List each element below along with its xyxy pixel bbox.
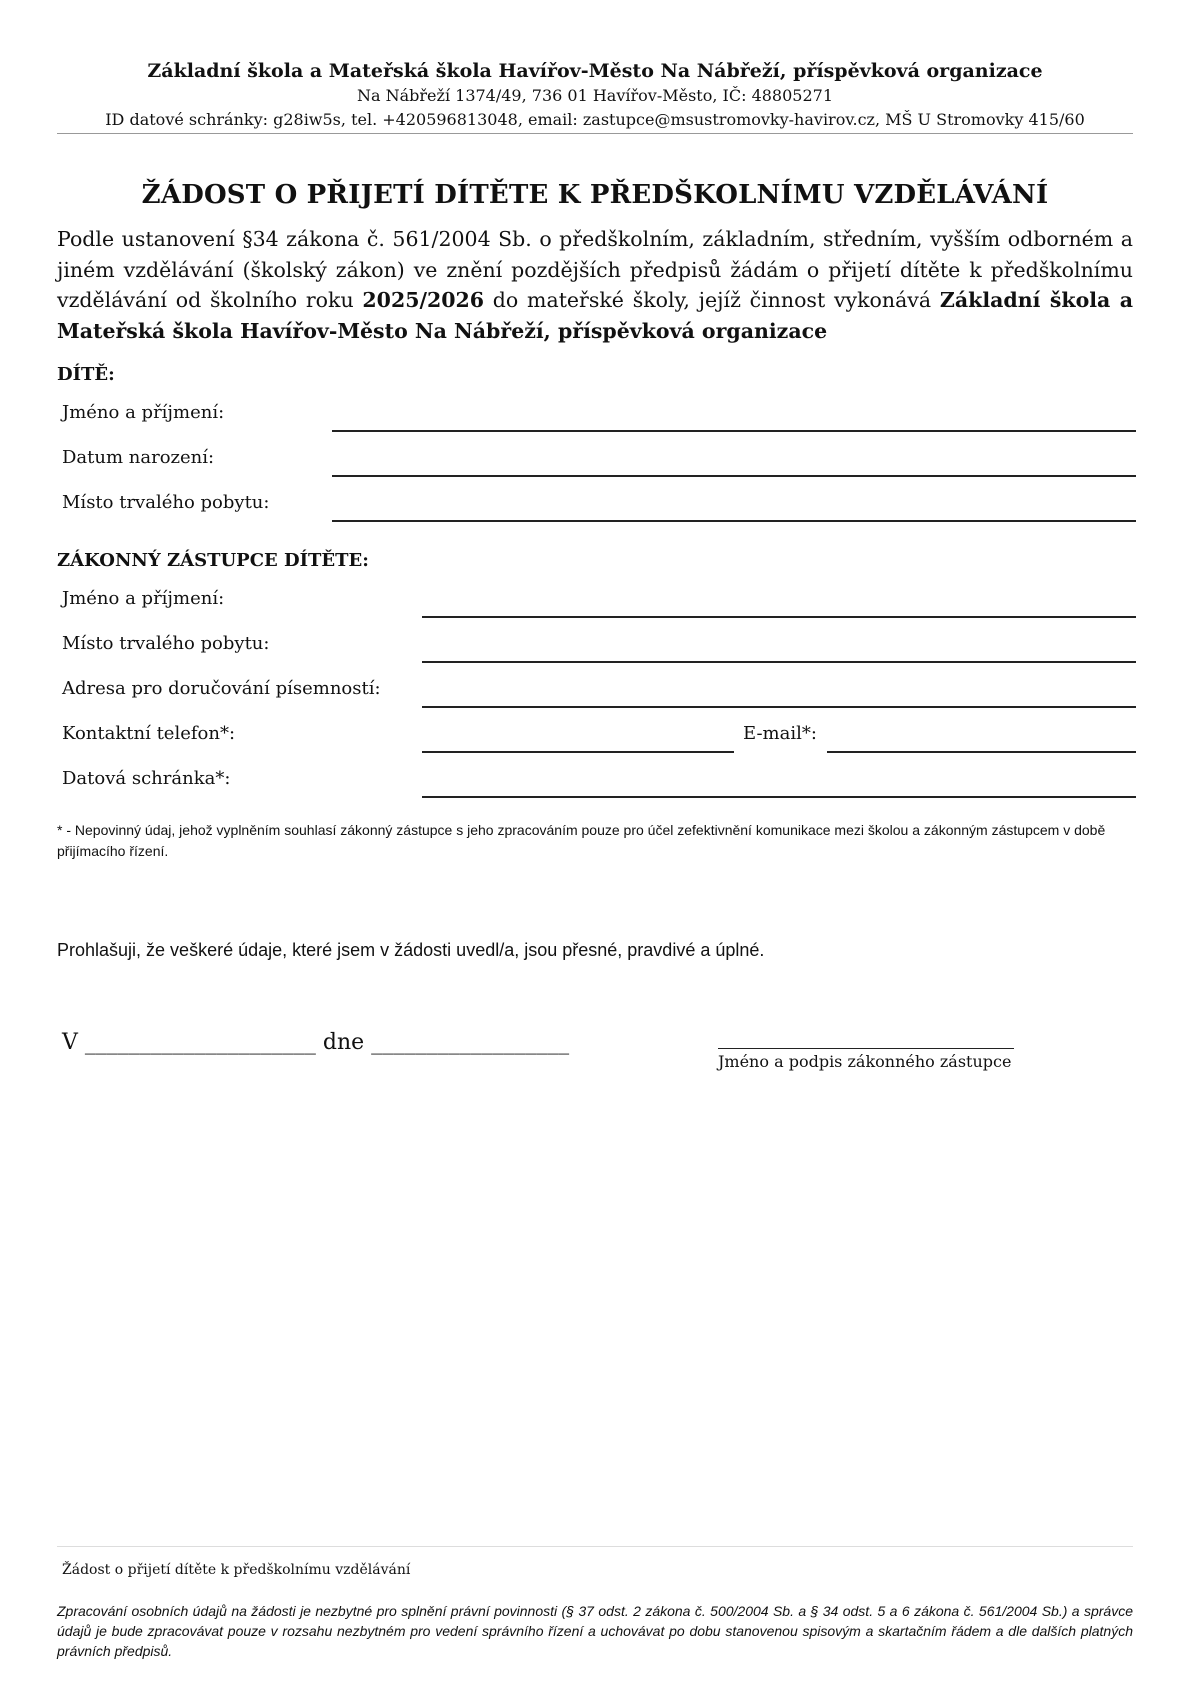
optional-field-note: * - Nepovinný údaj, jehož vyplněním souhlasí zákonný zástupce s jeho zpracováním pouze pro účel zefektivnění komunikace mezi školou a zákonným zástupcem v době přijímacího řízení.	[57, 822, 1106, 859]
guardian-residence-label: Místo trvalého pobytu:	[62, 633, 270, 654]
footer-document-title: Žádost o přijetí dítěte k předškolnímu vzdělávání	[62, 1562, 411, 1578]
delivery-address-label: Adresa pro doručování písemností:	[62, 678, 381, 699]
guardian-name-field[interactable]	[422, 616, 1136, 618]
child-residence-label: Místo trvalého pobytu:	[62, 492, 270, 513]
child-birthdate-field[interactable]	[332, 475, 1136, 477]
intro-text-1: Podle ustanovení §34 zákona č. 561/2004 Sb. o předškolním, základním, středním, vyšším odborném a jiném vzdělávání (školský zákon) ve znění pozdějších předpisů žádám o přijetí dítěte k předškolnímu vzdělávání od školního roku	[57, 227, 1133, 312]
intro-text-2: do mateřské školy, jejíž činnost vykonává	[484, 288, 940, 312]
guardian-name-label: Jméno a příjmení:	[62, 588, 225, 609]
child-residence-field[interactable]	[332, 520, 1136, 522]
signature-label: Jméno a podpis zákonného zástupce	[718, 1052, 1012, 1071]
delivery-address-field[interactable]	[422, 706, 1136, 708]
school-contacts: ID datové schránky: g28iw5s, tel. +420596813048, email: zastupce@msustromovky-havirov.cz, MŠ U Stromovky 415/60	[105, 110, 1085, 129]
phone-label: Kontaktní telefon*:	[62, 723, 236, 744]
header-divider	[57, 133, 1133, 134]
place-date-line: V _____________________ dne __________________	[62, 1030, 570, 1055]
phone-field[interactable]	[422, 751, 734, 753]
child-birthdate-label: Datum narození:	[62, 447, 215, 468]
declaration-text: Prohlašuji, že veškeré údaje, které jsem v žádosti uvedl/a, jsou přesné, pravdivé a úplné.	[57, 940, 765, 960]
guardian-residence-field[interactable]	[422, 661, 1136, 663]
child-section-heading: DÍTĚ:	[57, 364, 115, 385]
school-year: 2025/2026	[362, 288, 485, 312]
school-address: Na Nábřeží 1374/49, 736 01 Havířov-Město, IČ: 48805271	[356, 86, 833, 105]
gdpr-notice: Zpracování osobních údajů na žádosti je nezbytné pro splnění právní povinnosti (§ 37 odst. 2 zákona č. 500/2004 Sb. a § 34 odst. 5 a 6 zákona č. 561/2004 Sb.) a správce údajů je bude zpracovávat pouze v rozsahu nezbytném pro vedení správního řízení a uchovávat po dobu stanovenou spisovým a skartačním řádem a dle dalších platných právních předpisů.	[57, 1603, 1133, 1659]
intro-paragraph	[57, 224, 1133, 346]
document-title: ŽÁDOST O PŘIJETÍ DÍTĚTE K PŘEDŠKOLNÍMU VZDĚLÁVÁNÍ	[141, 180, 1049, 210]
child-name-field[interactable]	[332, 430, 1136, 432]
databox-label: Datová schránka*:	[62, 768, 231, 789]
signature-line[interactable]	[718, 1048, 1014, 1049]
school-name: Základní škola a Mateřská škola Havířov-Město Na Nábřeží, příspěvková organizace	[147, 60, 1043, 82]
institution-name: Základní škola a Mateřská škola Havířov-Město Na Nábřeží, příspěvková organizace	[57, 288, 1133, 343]
child-name-label: Jméno a příjmení:	[62, 402, 225, 423]
databox-field[interactable]	[422, 796, 1136, 798]
footer-divider	[57, 1546, 1133, 1547]
guardian-section-heading: ZÁKONNÝ ZÁSTUPCE DÍTĚTE:	[57, 550, 369, 571]
email-field[interactable]	[827, 751, 1136, 753]
email-label: E-mail*:	[743, 723, 817, 744]
